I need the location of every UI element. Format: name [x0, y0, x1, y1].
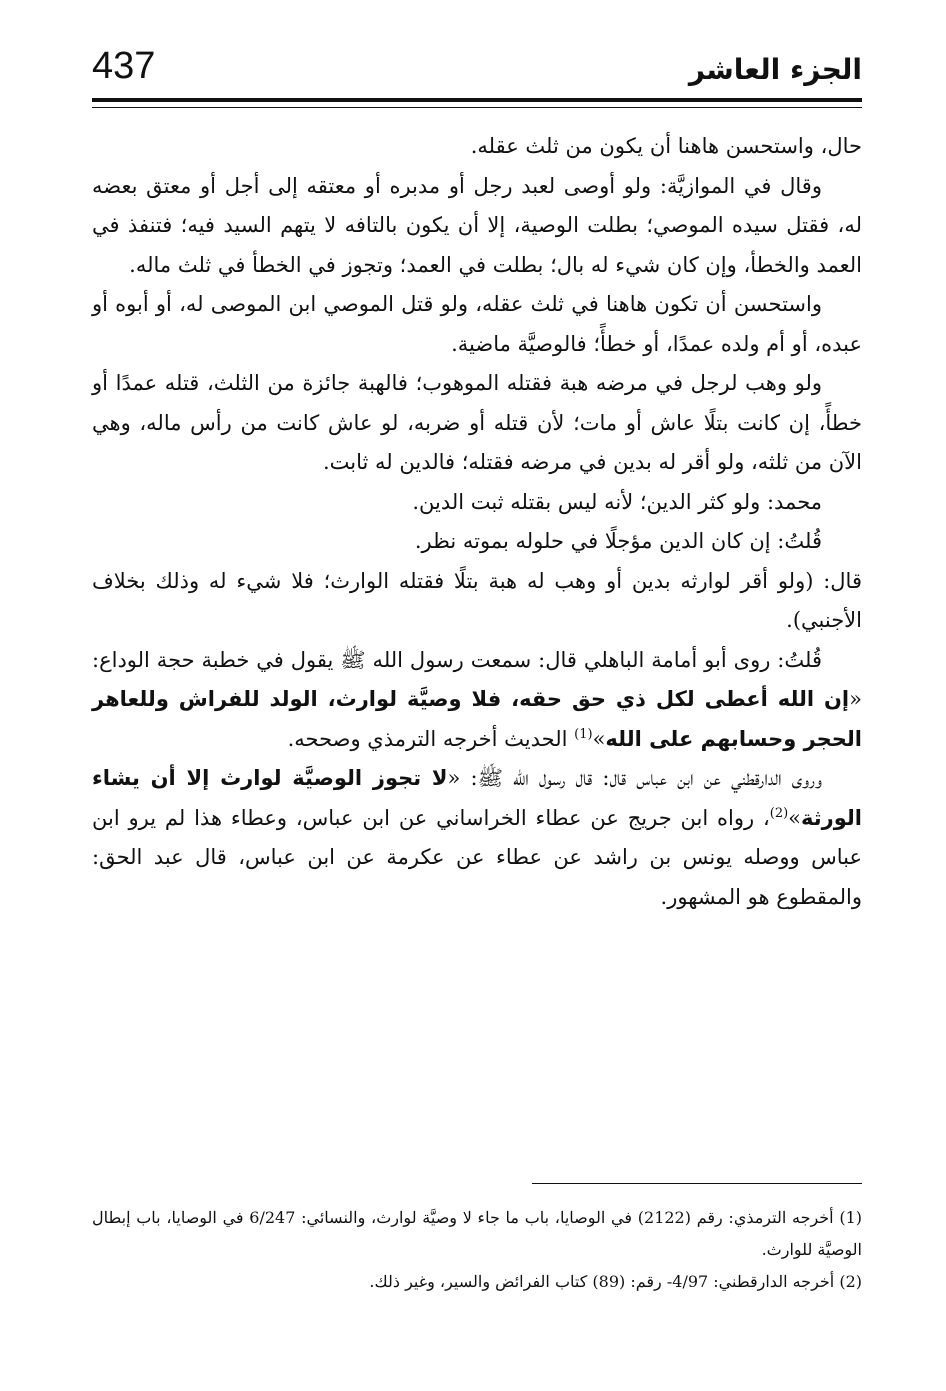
page-number: 437 [92, 45, 156, 87]
paragraph-3: واستحسن أن تكون هاهنا في ثلث عقله، ولو قتل الموصي ابن الموصى له، أو أبوه أو عبده، أو أم ولده عمدًا، أو خطأً؛ فالوصيَّة ماضية. [92, 292, 862, 356]
hadith-source: الحديث أخرجه الترمذي وصححه. [287, 726, 575, 751]
hadith-quote-close: » [592, 726, 606, 751]
running-title: الجزء العاشر [688, 53, 862, 86]
header-rule-thick [92, 98, 862, 102]
footnote-separator [532, 1183, 862, 1184]
hadith-2-quote-close: » [788, 805, 802, 830]
paragraph-6: قُلتُ: إن كان الدين مؤجلًا في حلوله بموته نظر. [414, 529, 822, 553]
footnotes [92, 1202, 862, 1298]
hadith-2-source: ، رواه ابن جريج عن عطاء الخراساني عن ابن عباس، وعطاء هذا لم يرو ابن عباس ووصله يونس بن راشد عن عطاء عن عكرمة عن ابن عباس، قال عبد الحق: والمقطوع هو المشهور. [92, 805, 862, 909]
paragraph-5: محمد: ولو كثر الدين؛ لأنه ليس بقتله ثبت الدين. [412, 489, 822, 514]
footnote-1: (1) أخرجه الترمذي: رقم (2122) في الوصايا، باب ما جاء لا وصيَّة لوارث، والنسائي: 6/247 في الوصايا، باب إبطال الوصيَّة للوارث. [92, 1208, 863, 1259]
hadith-intro: قُلتُ: روى أبو أمامة الباهلي قال: سمعت رسول الله ﷺ يقول في خطبة حجة الوداع: « [92, 647, 862, 711]
footnote-ref-1[interactable]: (1) [574, 726, 593, 742]
hadith-text: إن الله أعطى لكل ذي حق حقه، فلا وصيَّة لوارث، الولد للفراش وللعاهر الحجر وحسابهم على الله [92, 687, 862, 751]
paragraph-4: ولو وهب لرجل في مرضه هبة فقتله الموهوب؛ فالهبة جائزة من الثلث، قتله عمدًا أو خطأً، إن كانت بتلًا عاش أو مات؛ لأن قتله أو ضربه، لو عاش كانت من رأس ماله، وهي الآن من ثلثه، ولو أقر له بدين في مرضه فقتله؛ فالدين له ثابت. [92, 371, 862, 474]
paragraph-1: حال، واستحسن هاهنا أن يكون من ثلث عقله. [470, 134, 862, 158]
hadith-2-text: لا تجوز الوصيَّة لوارث إلا أن يشاء الورثة [92, 766, 862, 830]
header-rule-thin [92, 107, 862, 108]
paragraph-2: وقال في الموازيَّة: ولو أوصى لعبد رجل أو مدبره أو معتقه إلى أجل أو معتق بعضه له، فقتل سيده الموصي؛ بطلت الوصية، إلا أن يكون بالتافه لا يتهم السيد فيه؛ فتنفذ في العمد والخطأ، وإن كان شيء له بال؛ بطلت في العمد؛ وتجوز في الخطأ في ثلث ماله. [92, 173, 862, 277]
paragraph-9 [92, 759, 862, 917]
paragraph-7: قال: (ولو أقر لوارثه بدين أو وهب له هبة بتلًا فقتله الوارث؛ فلا شيء له وذلك بخلاف الأجنبي). [92, 568, 862, 632]
main-text [92, 127, 862, 917]
footnote-ref-2[interactable]: (2) [769, 805, 789, 821]
paragraph-8 [92, 641, 862, 760]
footnote-2: (2) أخرجه الدارقطني: 4/97- رقم: (89) كتاب الفرائض والسير، وغير ذلك. [369, 1272, 862, 1291]
hadith-2-intro: وروى الدارقطني عن ابن عباس قال: قال رسول الله ﷺ: « [447, 766, 822, 790]
page-header [92, 40, 862, 100]
